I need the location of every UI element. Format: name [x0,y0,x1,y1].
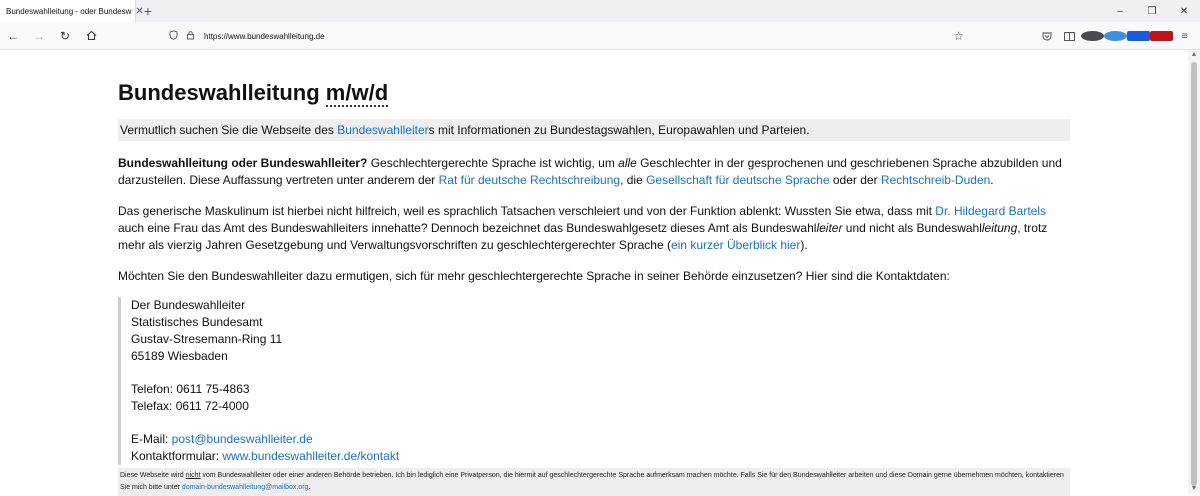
title-main: Bundeswahlleitung [118,80,326,105]
tab-active[interactable] [0,0,144,22]
reload-button[interactable] [52,24,78,48]
contact-line: Der Bundeswahlleiter [131,298,246,312]
lock-icon[interactable] [183,30,197,42]
tab-close-icon[interactable]: ✕ [135,5,144,17]
paragraph-3: Möchten Sie den Bundeswahlleiter dazu ermutigen, sich für mehr geschlechtergerechte Sprache in seiner Behörde einzusetzen? Hier sind die Kontaktdaten: [118,269,950,283]
back-button[interactable] [0,24,26,48]
ueberblick-link[interactable]: ein kurzer Überblick hier [670,238,801,252]
p1-heading: Bundeswahlleitung oder Bundeswahlleiter? [118,156,368,170]
page-scrollbar[interactable] [1188,50,1200,494]
scroll-up-icon[interactable]: ▲ [1190,51,1198,58]
contact-line: Statistisches Bundesamt [131,315,263,329]
duden-link[interactable]: Rechtschreib-Duden [880,173,991,187]
scroll-down-icon[interactable]: ▼ [1190,485,1198,492]
contact-form [131,448,1070,465]
forward-button[interactable] [26,24,52,48]
p1-text: Geschlechtergerechte Sprache ist wichtig, um [367,156,619,170]
p1-text: . [990,173,994,187]
p1-em: alle [618,156,637,170]
page-content [118,50,1070,496]
rat-rechtschreibung-link[interactable]: Rat für deutsche Rechtschreibung [438,173,621,187]
page-title [118,80,1070,106]
footer-underline: nicht [185,472,201,479]
lead-text: Vermutlich suchen Sie die Webseite des [120,123,338,137]
p2-em-leitung: leitung [981,221,1018,235]
nav-bar [0,22,1200,50]
footer-email-link[interactable]: domain-bundeswahlleitung@mailbox.org [181,484,309,491]
contact-fax: Telefax: 0611 72-4000 [131,399,249,413]
reload-icon: ↻ [59,28,71,43]
footer-text: Diese Webseite wird [120,472,186,479]
paragraph-2 [118,203,1070,254]
p2-text: auch eine Frau das Amt des Bundeswahlleiters innehatte? Dennoch bezeichnet das Bundeswahlgesetz dieses Amt als Bundeswahl [118,221,817,235]
minimize-icon[interactable]: – [1117,5,1123,17]
paragraph-1 [118,155,1070,189]
footer-text: vom Bundeswahlleiter oder einer anderen Behörde betrieben. Ich bin lediglich eine Privatperson, die hiermit auf geschlechtergerechte Sprache aufmerksam machen möchte. Falls Sie für den Bundeswahlleiter arbeiten und diese Domain gerne übernehmen möchten, kontaktieren Sie mich bitte unter [120,472,1064,491]
lead-text-end: s mit Informationen zu Bundestagswahlen, Europawahlen und Parteien. [428,123,810,137]
page-viewport [0,50,1188,494]
bundeswahlleiter-link[interactable]: Bundeswahlleiter [337,123,429,137]
globe-extension-icon[interactable] [1104,31,1127,41]
p2-em-leiter: leiter [816,221,843,235]
email-label: E-Mail: [131,432,172,446]
url-bar[interactable] [166,25,972,47]
account-icon[interactable] [1081,31,1104,41]
url-text[interactable]: https://www.bundeswahlleitung.de [204,31,325,41]
scrollbar-thumb[interactable] [1191,62,1197,486]
contact-line: Gustav-Stresemann-Ring 11 [131,332,283,346]
new-tab-button[interactable]: + [143,3,153,19]
lead-box [118,119,1070,141]
bookmark-star-icon[interactable]: ☆ [953,29,964,43]
contact-block [118,297,1070,465]
shield-icon[interactable] [166,30,180,42]
p1-text: Geschlechter in der gesprochenen und geschriebenen Sprache abzubilden und darzustellen. Diese Auffassung vertreten unter anderem der [118,156,1062,187]
contact-spacer [131,365,1070,381]
reader-view-icon[interactable] [1058,32,1081,41]
contact-phone: Telefon: 0611 75-4863 [131,382,250,396]
p2-text: Das generische Maskulinum ist hierbei nicht hilfreich, weil es sprachlich Tatsachen verschleiert und von der Funktion ablenkt: Wussten Sie etwa, dass mit [118,204,936,218]
bitwarden-extension-icon[interactable] [1127,31,1150,41]
window-controls [1104,0,1200,22]
home-icon [86,30,97,41]
footer-text: . [308,484,311,491]
arrow-right-icon: → [33,28,45,43]
gesellschaft-sprache-link[interactable]: Gesellschaft für deutsche Sprache [646,173,830,187]
p2-text: ). [800,238,808,252]
title-mwd: m/w/d [325,80,389,105]
pocket-icon[interactable] [1035,32,1058,41]
menu-icon[interactable]: ≡ [1181,30,1188,42]
hildegard-bartels-link[interactable]: Dr. Hildegard Bartels [935,204,1046,218]
p1-text: , die [620,173,647,187]
p2-text: , trotz mehr als vierzig Jahren Gesetzgebung und Verwaltungsvorschriften zu geschlechtergerechter Sprache ( [118,221,1048,252]
email-link[interactable]: post@bundeswahlleiter.de [171,432,313,446]
contact-spacer [131,415,1070,431]
p1-text: oder der [829,173,881,187]
close-window-icon[interactable]: ✕ [1179,5,1189,17]
arrow-left-icon: ← [7,28,19,43]
kontaktformular-link[interactable]: www.bundeswahlleiter.de/kontakt [222,449,400,463]
contact-line: 65189 Wiesbaden [131,349,228,363]
toolbar-icons [1035,25,1196,47]
tab-bar [0,0,1200,22]
tab-title: Bundeswahlleitung - oder Bundesw [6,6,132,16]
form-label: Kontaktformular: [131,449,223,463]
home-button[interactable] [78,24,104,48]
contact-email [131,431,1070,448]
ublock-extension-icon[interactable] [1150,31,1173,41]
p2-text: und nicht als Bundeswahl [842,221,982,235]
footer-note [118,468,1070,496]
restore-icon[interactable]: ❐ [1147,5,1157,17]
